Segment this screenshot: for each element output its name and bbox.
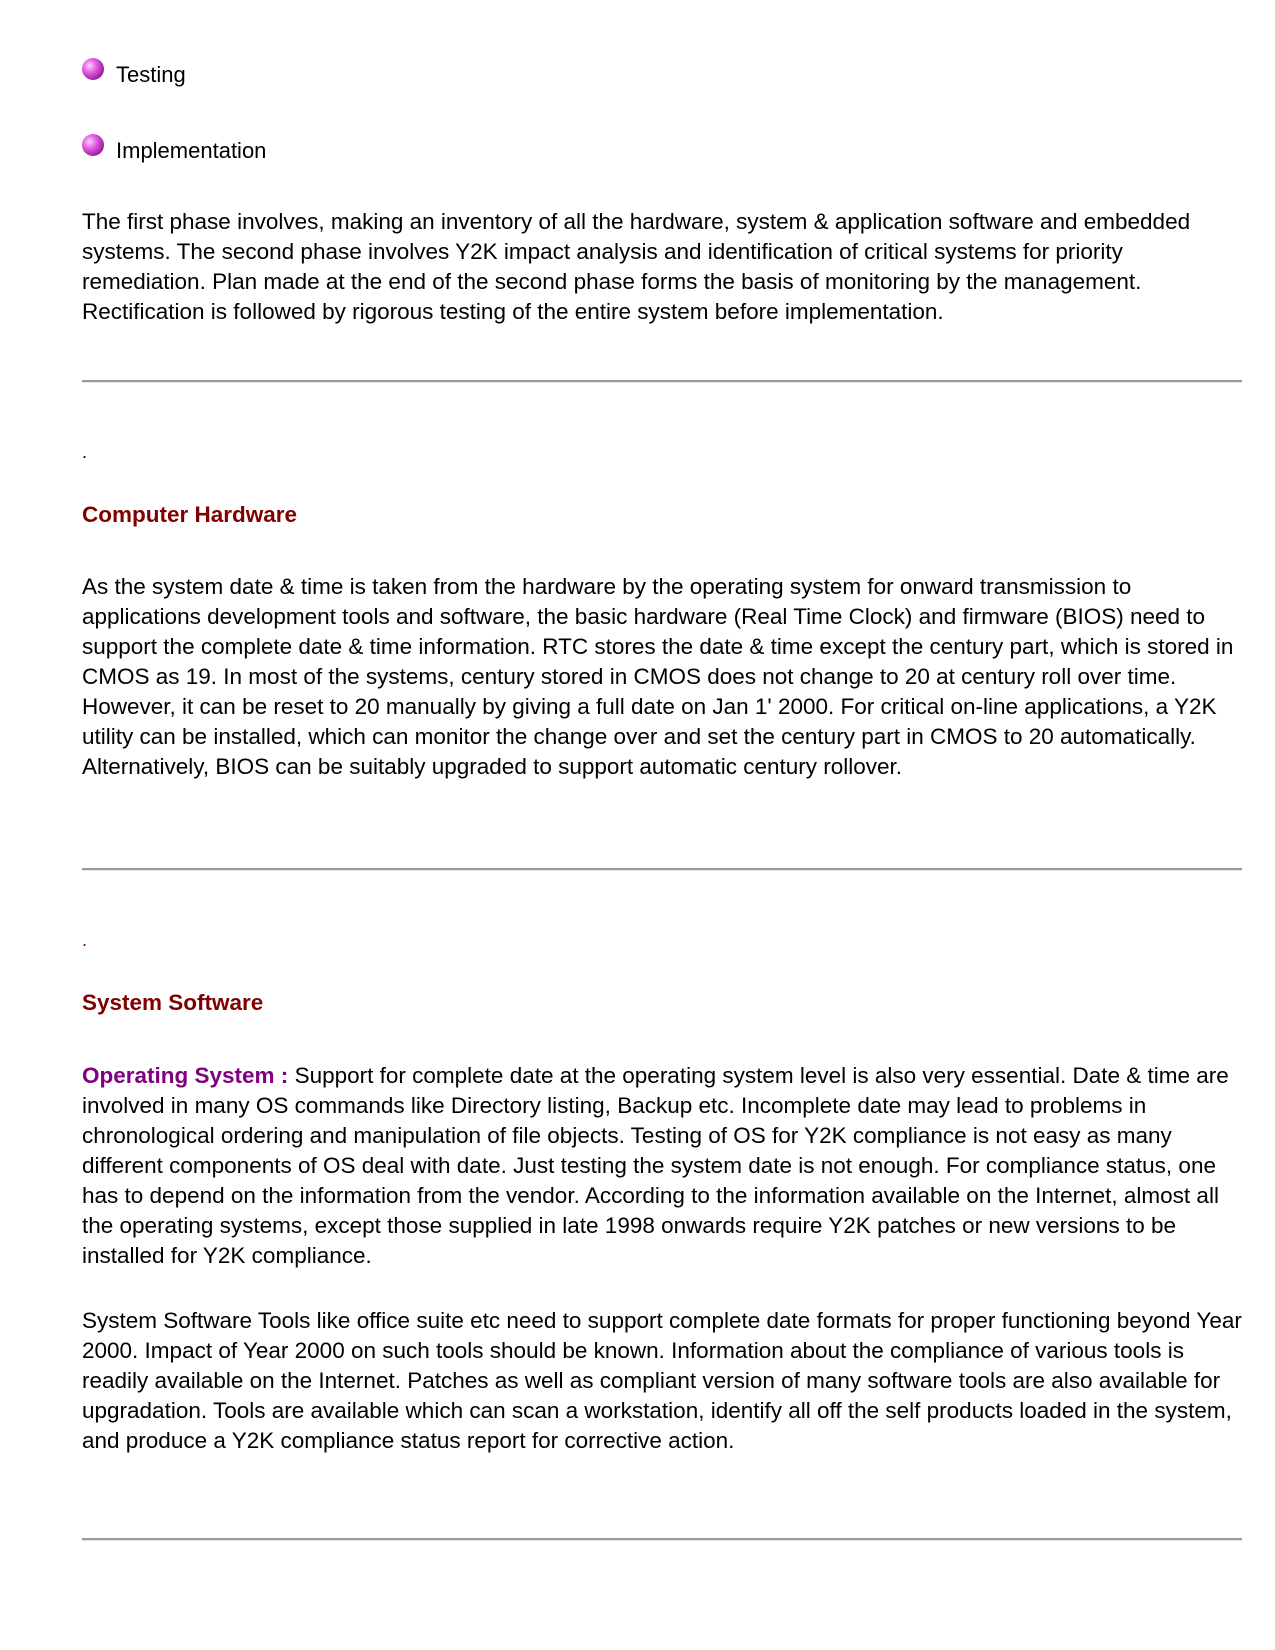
bullet-label: Testing: [116, 62, 186, 87]
dot-marker: .: [82, 930, 88, 950]
hardware-paragraph: As the system date & time is taken from the hardware by the operating system for onward transmission to applications development tools and software, the basic hardware (Real Time Clock) and firmware (BIOS) need to support the complete date & time information. RTC stores the date & time except the century part, which is stored in CMOS as 19. In most of the systems, century stored in CMOS does not change to 20 at century roll over time. However, it can be reset to 20 manually by giving a full date on Jan 1' 2000. For critical on-line applications, a Y2K utility can be installed, which can monitor the change over and set the century part in CMOS to 20 automatically. Alternatively, BIOS can be suitably upgraded to support automatic century rollover.: [82, 574, 1234, 779]
section-heading-hardware: Computer Hardware: [82, 502, 298, 527]
section-heading-software: System Software: [82, 990, 264, 1015]
horizontal-rule: [82, 380, 1242, 383]
dot-marker: .: [82, 442, 88, 462]
operating-system-label: Operating System :: [82, 1063, 289, 1088]
operating-system-paragraph: [82, 1061, 1242, 1271]
software-tools-paragraph: System Software Tools like office suite etc need to support complete date formats for proper functioning beyond Year 2000. Impact of Year 2000 on such tools should be known. Information about the compliance of various tools is readily available on the Internet. Patches as well as compliant version of many software tools are also available for upgradation. Tools are available which can scan a workstation, identify all off the self products loaded in the system, and produce a Y2K compliance status report for corrective action.: [82, 1308, 1242, 1453]
horizontal-rule: [82, 868, 1242, 871]
bullet-item-testing: [82, 62, 186, 88]
bullet-item-implementation: [82, 138, 266, 164]
pink-ball-bullet-icon: [82, 134, 104, 156]
bullet-label: Implementation: [116, 138, 267, 163]
phases-paragraph: The first phase involves, making an inventory of all the hardware, system & application software and embedded systems. The second phase involves Y2K impact analysis and identification of critical systems for priority remediation. Plan made at the end of the second phase forms the basis of monitoring by the management. Rectification is followed by rigorous testing of the entire system before implementation.: [82, 209, 1191, 324]
operating-system-text: Support for complete date at the operating system level is also very essential. Date & time are involved in many OS commands like Directory listing, Backup etc. Incomplete date may lead to problems in chronological ordering and manipulation of file objects. Testing of OS for Y2K compliance is not easy as many different components of OS deal with date. Just testing the system date is not enough. For compliance status, one has to depend on the information from the vendor. According to the information available on the Internet, almost all the operating systems, except those supplied in late 1998 onwards require Y2K patches or new versions to be installed for Y2K compliance.: [82, 1063, 1229, 1268]
pink-ball-bullet-icon: [82, 58, 104, 80]
horizontal-rule: [82, 1538, 1242, 1541]
